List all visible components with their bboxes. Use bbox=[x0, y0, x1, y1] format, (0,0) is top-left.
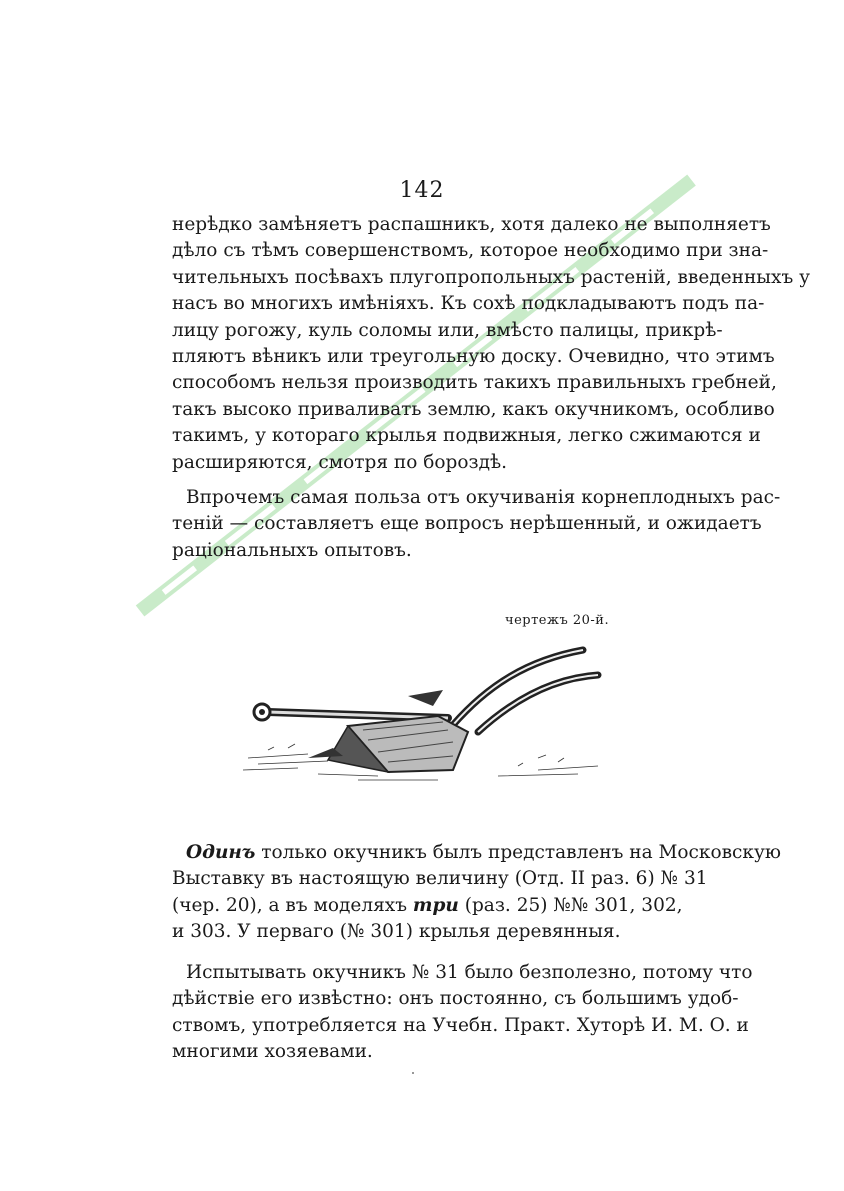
text-line: чительныхъ посѣвахъ плугопропольныхъ растеній, введенныхъ у bbox=[172, 266, 810, 288]
text-line: такимъ, у котораго крылья подвижныя, легко сжимаются и bbox=[172, 425, 761, 447]
plough-illustration bbox=[238, 630, 618, 805]
text-fragment: только окучникъ былъ представленъ на Московскую bbox=[261, 842, 781, 863]
text-line: Испытывать окучникъ № 31 было безполезно, потому что bbox=[186, 962, 753, 983]
paragraph-4 bbox=[172, 960, 753, 1066]
text-line: такъ высоко приваливать землю, какъ окучникомъ, особливо bbox=[172, 398, 775, 420]
text-line: расширяются, смотря по бороздѣ. bbox=[172, 451, 508, 473]
text-line: ствомъ, употребляется на Учебн. Практ. Хуторѣ И. М. О. и bbox=[172, 1014, 749, 1036]
text-line: пляютъ вѣникъ или треугольную доску. Очевидно, что этимъ bbox=[172, 346, 775, 368]
text-line: многими хозяевами. bbox=[172, 1041, 373, 1063]
figure-caption: чертежъ 20-й. bbox=[505, 613, 610, 628]
print-speck bbox=[412, 1072, 414, 1074]
text-line: и 303. У перваго (№ 301) крылья деревянныя. bbox=[172, 921, 621, 943]
text-line: дѣло съ тѣмъ совершенствомъ, которое необходимо при зна- bbox=[172, 240, 769, 262]
text-line: дѣйствіе его извѣстно: онъ постоянно, съ большимъ удоб- bbox=[172, 988, 739, 1010]
text-fragment: (чер. 20), а въ моделяхъ bbox=[172, 894, 407, 916]
paragraph-2 bbox=[172, 485, 781, 564]
italic-word: три bbox=[412, 894, 459, 916]
text-line: раціональныхъ опытовъ. bbox=[172, 539, 412, 561]
text-line: способомъ нельзя производить такихъ правильныхъ гребней, bbox=[172, 372, 777, 394]
text-line: Выставку въ настоящую величину (Отд. II раз. 6) № 31 bbox=[172, 868, 708, 890]
text-line: нерѣдко замѣняетъ распашникъ, хотя далеко не выполняетъ bbox=[172, 214, 771, 235]
text-line bbox=[172, 893, 683, 919]
text-line: теній — составляетъ еще вопросъ нерѣшенный, и ожидаетъ bbox=[172, 513, 762, 535]
paragraph-1 bbox=[172, 212, 810, 476]
text-fragment: (раз. 25) №№ 301, 302, bbox=[464, 894, 683, 916]
text-line: Впрочемъ самая польза отъ окучиванія корнеплодныхъ рас- bbox=[186, 487, 781, 508]
text-line: насъ во многихъ имѣніяхъ. Къ сохѣ подкладываютъ подъ па- bbox=[172, 293, 765, 315]
paragraph-3 bbox=[172, 840, 781, 946]
text-line: лицу рогожу, куль соломы или, вмѣсто палицы, прикрѣ- bbox=[172, 319, 723, 341]
page-number: 142 bbox=[399, 178, 445, 203]
italic-lead: Одинъ bbox=[186, 842, 256, 863]
text-line bbox=[172, 840, 781, 866]
